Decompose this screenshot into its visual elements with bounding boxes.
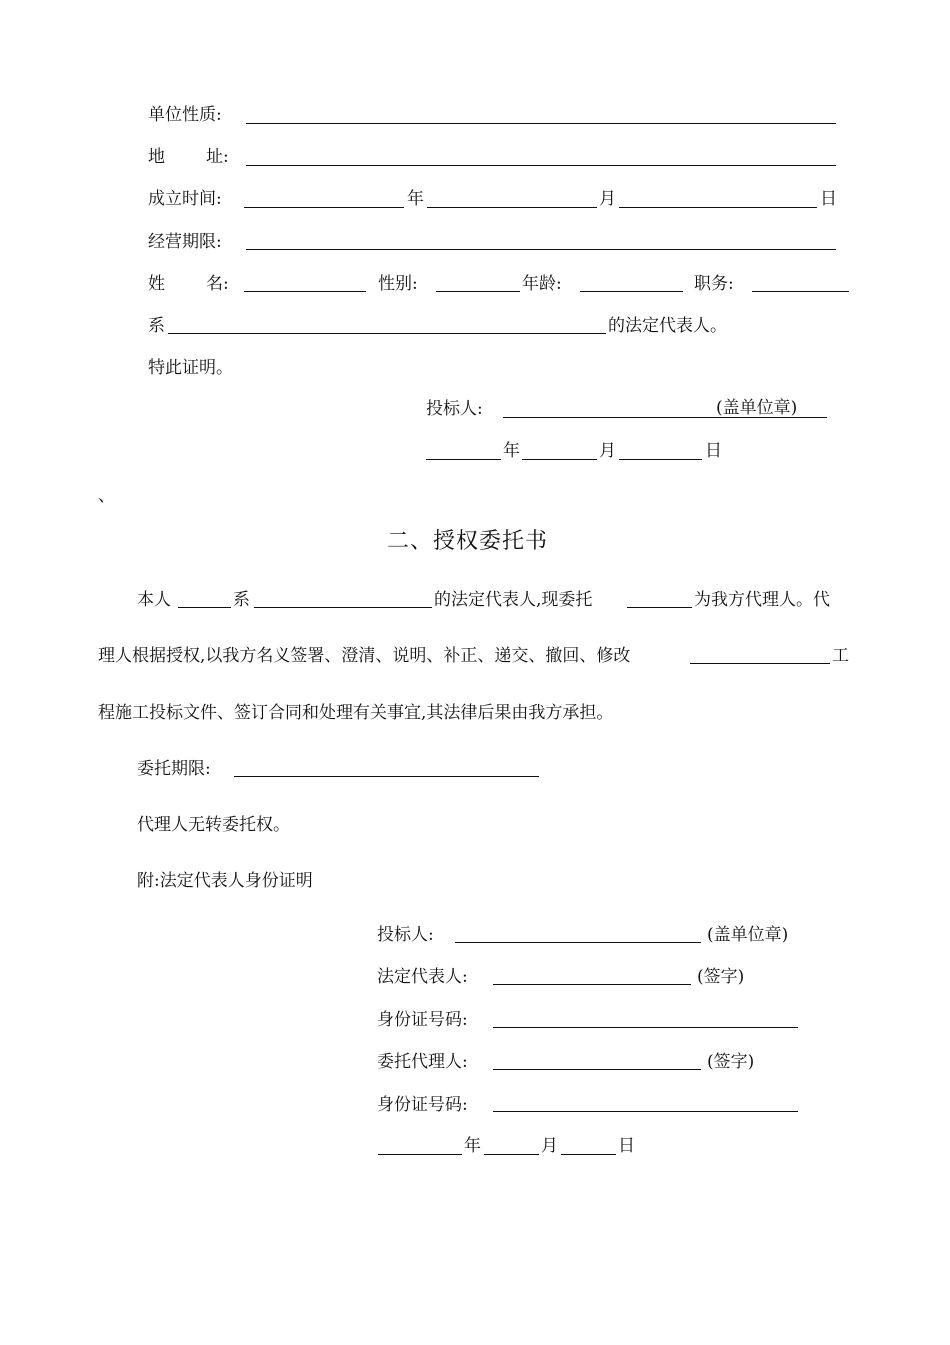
cert-date-day-unit: 日 — [705, 441, 722, 461]
legal-rep-label: 法定代表人: — [377, 967, 468, 987]
cert-date-month-field[interactable] — [522, 459, 597, 460]
auth-date-month-field[interactable] — [484, 1154, 539, 1155]
name-label-part2: 名: — [206, 274, 229, 294]
auth-bidder-field[interactable] — [455, 942, 701, 943]
operating-period-label: 经营期限: — [148, 232, 222, 252]
established-day-unit: 日 — [820, 189, 837, 209]
agent-label: 委托代理人: — [377, 1052, 468, 1072]
agent-name-field[interactable] — [627, 607, 692, 608]
term-label: 委托期限: — [137, 759, 211, 779]
auth-date-year-field[interactable] — [378, 1154, 462, 1155]
company-name-field[interactable] — [168, 333, 606, 334]
established-label: 成立时间: — [148, 189, 222, 209]
address-label-part2: 址: — [206, 147, 229, 167]
relation-prefix: 系 — [148, 316, 165, 336]
agent-id-label: 身份证号码: — [377, 1095, 468, 1115]
term-field[interactable] — [234, 776, 539, 777]
agent-sign-note: (签字) — [707, 1052, 755, 1072]
auth-line3: 程施工投标文件、签订合同和处理有关事宜,其法律后果由我方承担。 — [98, 703, 614, 723]
cert-date-day-field[interactable] — [619, 459, 702, 460]
auth-bidder-seal: (盖单位章) — [707, 925, 789, 945]
auth-line1-b: 系 — [233, 590, 250, 610]
stray-mark: 、 — [98, 486, 115, 506]
auth-line1-a: 本人 — [137, 590, 171, 610]
agent-signature-field[interactable] — [493, 1069, 701, 1070]
agent-id-field[interactable] — [493, 1111, 798, 1112]
auth-date-day-unit: 日 — [618, 1136, 635, 1156]
legal-rep-id-field[interactable] — [493, 1027, 798, 1028]
gender-label: 性别: — [378, 274, 418, 294]
established-day-field[interactable] — [619, 207, 817, 208]
cert-date-month-unit: 月 — [599, 441, 616, 461]
name-field[interactable] — [244, 291, 366, 292]
auth-bidder-label: 投标人: — [377, 925, 434, 945]
no-subdelegation-text: 代理人无转委托权。 — [137, 815, 290, 835]
authorization-title: 二、授权委托书 — [387, 529, 549, 554]
legal-rep-signature-field[interactable] — [493, 984, 691, 985]
address-label-part1: 地 — [148, 147, 165, 167]
established-month-unit: 月 — [599, 189, 616, 209]
established-month-field[interactable] — [427, 207, 597, 208]
legal-rep-id-label: 身份证号码: — [377, 1010, 468, 1030]
position-label: 职务: — [694, 274, 734, 294]
age-field[interactable] — [580, 291, 683, 292]
auth-line1-d: 为我方代理人。代 — [694, 590, 830, 610]
established-year-unit: 年 — [407, 189, 424, 209]
age-label: 年龄: — [522, 274, 562, 294]
position-field[interactable] — [752, 291, 849, 292]
attachment-text: 附:法定代表人身份证明 — [137, 871, 313, 891]
auth-date-day-field[interactable] — [561, 1154, 616, 1155]
cert-date-year-field[interactable] — [426, 459, 501, 460]
auth-line1-c: 的法定代表人,现委托 — [434, 590, 593, 610]
principal-name-field[interactable] — [178, 607, 231, 608]
operating-period-field[interactable] — [246, 249, 836, 250]
unit-nature-field[interactable] — [246, 123, 836, 124]
unit-nature-label: 单位性质: — [148, 105, 222, 125]
auth-line2-a: 理人根据授权,以我方名义签署、澄清、说明、补正、递交、撤回、修改 — [98, 646, 631, 666]
auth-line2-b: 工 — [832, 646, 849, 666]
auth-date-month-unit: 月 — [541, 1136, 558, 1156]
certify-text: 特此证明。 — [148, 358, 233, 378]
principal-company-field[interactable] — [254, 607, 432, 608]
relation-suffix: 的法定代表人。 — [608, 316, 727, 336]
bidder-label: 投标人: — [426, 399, 483, 419]
seal-note: (盖单位章) — [716, 398, 798, 418]
gender-field[interactable] — [436, 291, 520, 292]
address-field[interactable] — [246, 165, 836, 166]
established-year-field[interactable] — [244, 207, 404, 208]
auth-date-year-unit: 年 — [464, 1136, 481, 1156]
project-name-field[interactable] — [690, 663, 830, 664]
legal-rep-sign-note: (签字) — [697, 967, 745, 987]
cert-date-year-unit: 年 — [503, 441, 520, 461]
name-label-part1: 姓 — [148, 274, 165, 294]
